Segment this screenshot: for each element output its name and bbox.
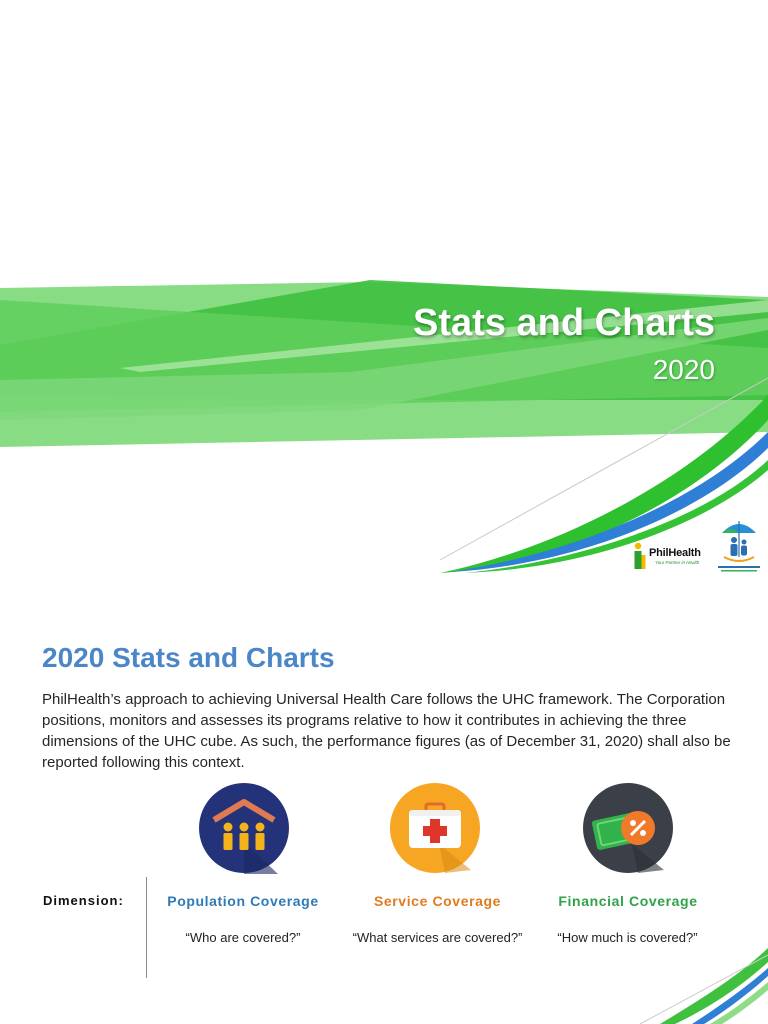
vertical-divider: [146, 877, 147, 978]
service-coverage-title: Service Coverage: [373, 893, 502, 909]
corner-swoosh-graphic: [600, 940, 768, 1024]
philhealth-tagline: Your Partner in Health: [655, 560, 700, 565]
first-aid-kit-icon: [389, 782, 481, 874]
dimension-label: Dimension:: [43, 893, 124, 908]
population-coverage-title: Population Coverage: [167, 893, 319, 909]
financial-coverage-title: Financial Coverage: [558, 893, 698, 909]
population-coverage-question: “Who are covered?”: [185, 930, 301, 945]
philhealth-logo: [632, 542, 710, 572]
money-percent-icon: [582, 782, 674, 874]
section-heading: 2020 Stats and Charts: [42, 642, 335, 673]
slide-year: 2020: [652, 354, 715, 385]
philhealth-mark-icon: [632, 542, 648, 570]
slide-title: Stats and Charts: [413, 302, 715, 344]
service-coverage-question: “What services are covered?”: [352, 930, 523, 945]
uhc-logo-icon: [712, 517, 766, 575]
philhealth-name: PhilHealth: [649, 547, 701, 559]
people-under-roof-icon: [198, 782, 290, 874]
intro-paragraph: PhilHealth’s approach to achieving Universal Health Care follows the UHC framework. The Corporation positions, monitors and assesses its programs relative to how it contributes in achieving the three dimensions of the UHC cube. As such, the performance figures (as of December 31, 2020) shall also be reported following this context.: [42, 691, 731, 771]
financial-coverage-question: “How much is covered?”: [557, 930, 698, 945]
